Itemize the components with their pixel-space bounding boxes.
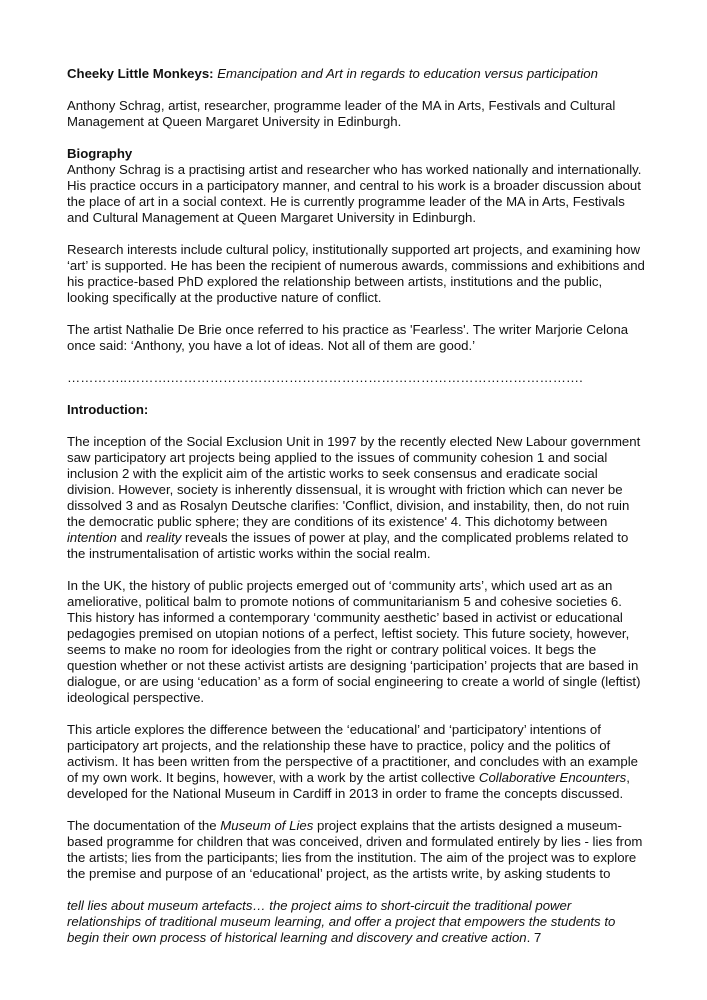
block-quote <box>67 898 647 946</box>
title-subtitle: Emancipation and Art in regards to education versus participation <box>217 66 598 81</box>
emphasis-project-name: Museum of Lies <box>220 818 314 833</box>
text-run: This article explores the difference between the ‘educational’ and ‘participatory’ intentions of participatory art projects, and the relationship these have to practice, policy and the politics of activism. It has been written from the perspective of a practitioner, and concludes with an example of my own work. It begins, however, with a work by the artist collective <box>67 722 639 785</box>
document-title <box>67 66 647 82</box>
text-run: reveals the issues of power at play, and the complicated problems related to the instrumentalisation of artistic works within the social realm. <box>67 530 629 561</box>
introduction-paragraph <box>67 722 647 802</box>
title-bold: Cheeky Little Monkeys: <box>67 66 214 81</box>
introduction-paragraph <box>67 818 647 882</box>
biography-paragraph: Anthony Schrag is a practising artist and researcher who has worked nationally and internationally. His practice occurs in a participatory manner, and central to his work is a broader discussion about the place of art in a social context. He is currently programme leader of the MA in Arts, Festivals and Cultural Management at Queen Margaret University in Edinburgh. <box>67 162 642 225</box>
introduction-heading: Introduction: <box>67 402 149 417</box>
emphasis-collective-name: Collaborative Encounters <box>478 770 627 785</box>
text-run: and <box>116 530 147 545</box>
introduction-paragraph <box>67 434 647 562</box>
author-byline: Anthony Schrag, artist, researcher, programme leader of the MA in Arts, Festivals and Cultural Management at Queen Margaret University in Edinburgh. <box>67 98 616 129</box>
footnote-ref: . 7 <box>526 930 542 945</box>
biography-paragraph: The artist Nathalie De Brie once referred to his practice as 'Fearless'. The writer Marjorie Celona once said: ‘Anthony, you have a lot of ideas. Not all of them are good.’ <box>67 322 629 353</box>
section-separator: …………..……….…………………………………………………………………………………. <box>67 370 583 385</box>
introduction-paragraph: In the UK, the history of public projects emerged out of ‘community arts’, which used art as an ameliorative, political balm to promote notions of communitarianism 5 and cohesive societies 6. This history has informed a contemporary ‘community aesthetic’ based in activist or educational pedagogies premised on utopian notions of a perfect, leftist society. This future society, however, seems to make no room for ideologies from the right or contrary political voices. It begs the question whether or not these activist artists are designing ‘participation’ projects that are based in dialogue, or are using ‘education’ as a form of social engineering to create a world of single (leftist) ideological perspective. <box>67 578 641 705</box>
emphasis-intention: intention <box>67 530 117 545</box>
biography-heading: Biography <box>67 146 133 161</box>
biography-paragraph: Research interests include cultural policy, institutionally supported art projects, and examining how ‘art’ is supported. He has been the recipient of numerous awards, commissions and exhibitions and his practice-based PhD explored the relationship between artists, institutions and the public, looking specifically at the productive nature of conflict. <box>67 242 645 305</box>
quote-text: tell lies about museum artefacts… the project aims to short-circuit the traditional power relationships of traditional museum learning, and offer a project that empowers the students to begin their own process of historical learning and discovery and creative action <box>67 898 616 945</box>
text-run: project explains that the artists designed a museum-based programme for children that was conceived, driven and formulated entirely by lies - lies from the artists; lies from the participants; lies from the institution. The aim of the project was to explore the premise and purpose of an ‘educational’ project, as the artists write, by asking students to <box>67 818 643 881</box>
text-run: , developed for the National Museum in Cardiff in 2013 in order to frame the concepts discussed. <box>67 770 630 801</box>
text-run: The documentation of the <box>67 818 221 833</box>
emphasis-reality: reality <box>146 530 182 545</box>
text-run: The inception of the Social Exclusion Unit in 1997 by the recently elected New Labour government saw participatory art projects being applied to the issues of community cohesion 1 and social inclusion 2 with the explicit aim of the artistic works to seek consensus and eradicate social division. However, society is inherently dissensual, it is wrought with friction which can never be dissolved 3 and as Rosalyn Deutsche clarifies: 'Conflict, division, and instability, then, do not ruin the democratic public sphere; they are conditions of its existence' 4. This dichotomy between <box>67 434 641 529</box>
document-page <box>67 66 647 962</box>
